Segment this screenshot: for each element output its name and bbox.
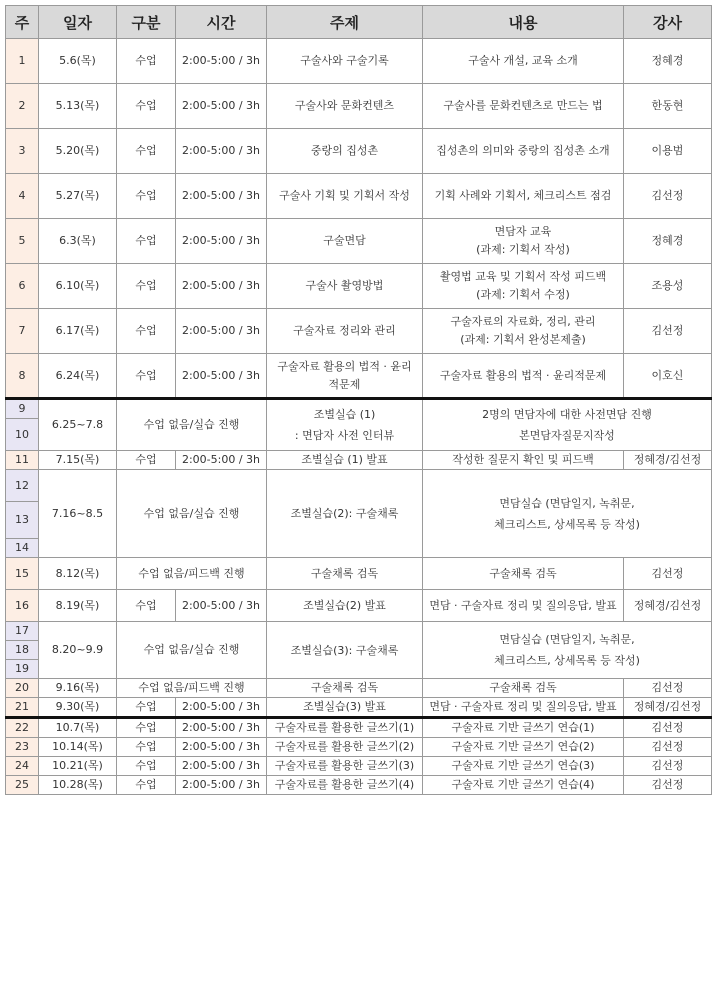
topic-cell [267,174,423,219]
teacher-cell: 김선정 [624,679,712,698]
topic-cell [267,264,423,309]
content-cell-line: 2명의 면담자에 대한 사전면담 진행 [482,408,652,421]
topic-cell-line: 구술사와 구술기록 [300,54,389,67]
time-cell: 2:00-5:00 / 3h [176,698,267,718]
header-teacher: 강사 [624,6,712,39]
time-cell: 2:00-5:00 / 3h [176,354,267,399]
content-cell-line: 구술자료 활용의 법적 · 윤리적문제 [439,368,607,382]
content-cell [423,219,624,264]
teacher-cell: 정혜경/김선정 [624,451,712,470]
topic-cell [267,309,423,354]
week-cell: 5 [6,219,39,264]
header-type: 구분 [117,6,176,39]
topic-cell [267,679,423,698]
week-cell: 10 [6,419,39,451]
type-cell: 수업 [117,698,176,718]
date-cell: 6.17(목) [39,309,117,354]
table-row [6,264,712,309]
topic-cell-line: 조별실습(2): 구술채록 [290,507,399,520]
topic-cell [267,718,423,738]
date-cell: 5.27(목) [39,174,117,219]
table-row [6,622,712,641]
date-cell: 8.12(목) [39,558,117,590]
content-cell-line: 구술채록 검독 [489,681,557,694]
topic-cell-line: 구술사 기획 및 기획서 작성 [279,189,410,202]
topic-cell [267,757,423,776]
teacher-cell: 김선정 [624,757,712,776]
teacher-cell: 조용성 [624,264,712,309]
table-row [6,129,712,174]
date-cell: 6.3(목) [39,219,117,264]
content-cell [423,738,624,757]
type-cell: 수업 [117,738,176,757]
week-cell: 16 [6,590,39,622]
date-cell: 7.16~8.5 [39,470,117,558]
teacher-cell: 정혜경 [624,39,712,84]
content-cell-line: 구술자료 기반 글쓰기 연습(2) [451,740,595,753]
content-cell-line: 구술사 개설, 교육 소개 [468,54,578,67]
date-cell: 10.21(목) [39,757,117,776]
table-row [6,451,712,470]
topic-cell [267,738,423,757]
time-cell: 2:00-5:00 / 3h [176,718,267,738]
week-cell: 12 [6,470,39,502]
table-row [6,718,712,738]
date-cell: 6.24(목) [39,354,117,399]
content-cell-line: 작성한 질문지 확인 및 피드백 [452,453,594,466]
content-cell-line: 면담실습 (면담일지, 녹취문, [499,633,635,646]
week-cell: 25 [6,776,39,795]
header-topic: 주제 [267,6,423,39]
topic-cell-line: 중랑의 집성촌 [310,144,379,157]
content-cell-line: (과제: 기획서 수정) [476,288,570,301]
table-row [6,776,712,795]
teacher-cell: 정혜경/김선정 [624,590,712,622]
time-cell: 2:00-5:00 / 3h [176,590,267,622]
teacher-cell: 김선정 [624,174,712,219]
time-cell: 2:00-5:00 / 3h [176,219,267,264]
week-cell: 6 [6,264,39,309]
teacher-cell: 한동현 [624,84,712,129]
type-cell: 수업 [117,757,176,776]
content-cell [423,757,624,776]
week-cell: 2 [6,84,39,129]
type-cell: 수업 [117,39,176,84]
content-cell-line: (과제: 기획서 작성) [476,243,570,256]
schedule-table [5,5,712,795]
time-cell: 2:00-5:00 / 3h [176,776,267,795]
week-cell: 22 [6,718,39,738]
date-cell: 6.25~7.8 [39,399,117,451]
header-content: 내용 [423,6,624,39]
week-cell: 18 [6,641,39,660]
header-time: 시간 [176,6,267,39]
content-cell [423,264,624,309]
content-cell [423,84,624,129]
week-cell: 1 [6,39,39,84]
topic-cell-line: 조별실습 (1) [313,408,376,421]
week-cell: 11 [6,451,39,470]
type-cell: 수업 [117,84,176,129]
topic-cell-line: 조별실습(2) 발표 [303,598,386,612]
content-cell [423,399,712,451]
week-cell: 15 [6,558,39,590]
type-cell: 수업 없음/실습 진행 [117,399,267,451]
time-cell: 2:00-5:00 / 3h [176,84,267,129]
time-cell: 2:00-5:00 / 3h [176,39,267,84]
type-cell: 수업 [117,451,176,470]
table-row [6,679,712,698]
type-cell: 수업 [117,264,176,309]
content-cell [423,718,624,738]
topic-cell-line: 구술자료를 활용한 글쓰기(1) [274,721,415,734]
topic-cell-line: 구술자료 정리와 관리 [293,324,396,337]
teacher-cell: 정혜경 [624,219,712,264]
header-week: 주 [6,6,39,39]
topic-cell [267,470,423,558]
content-cell [423,470,712,558]
content-cell-line: 면담실습 (면담일지, 녹취문, [499,496,635,510]
table-row [6,39,712,84]
type-cell: 수업 [117,219,176,264]
schedule-body [6,39,712,795]
content-cell-line: 면담 · 구술자료 정리 및 질의응답, 발표 [429,598,617,612]
topic-cell [267,129,423,174]
topic-cell-line: 구술사 촬영방법 [305,279,384,292]
content-cell-line: 면담자 교육 [494,225,552,238]
table-row [6,757,712,776]
content-cell [423,354,624,399]
topic-cell [267,451,423,470]
teacher-cell: 이용범 [624,129,712,174]
week-cell: 20 [6,679,39,698]
content-cell-line: (과제: 기획서 완성본제출) [460,333,586,346]
content-cell-line: 체크리스트, 상세목록 등 작성) [494,654,640,667]
teacher-cell: 김선정 [624,718,712,738]
topic-cell [267,354,423,399]
header-date: 일자 [39,6,117,39]
date-cell: 9.16(목) [39,679,117,698]
topic-cell-line: 적문제 [328,377,361,391]
type-cell: 수업 [117,718,176,738]
type-cell: 수업 [117,776,176,795]
content-cell-line: 체크리스트, 상세목록 등 작성) [494,517,640,531]
table-row [6,174,712,219]
topic-cell [267,558,423,590]
week-cell: 23 [6,738,39,757]
content-cell-line: 면담 · 구술자료 정리 및 질의응답, 발표 [429,700,617,713]
topic-cell-line: 구술사와 문화컨텐츠 [294,99,395,112]
week-cell: 4 [6,174,39,219]
topic-cell-line: 구술자료를 활용한 글쓰기(2) [274,740,415,753]
teacher-cell: 이호신 [624,354,712,399]
date-cell: 10.14(목) [39,738,117,757]
date-cell: 8.19(목) [39,590,117,622]
content-cell [423,698,624,718]
topic-cell-line: 구술자료 활용의 법적 · 윤리 [277,359,412,373]
week-cell: 7 [6,309,39,354]
topic-cell-line: 구술자료를 활용한 글쓰기(3) [274,759,415,772]
content-cell [423,129,624,174]
type-cell: 수업 [117,174,176,219]
date-cell: 10.7(목) [39,718,117,738]
topic-cell-line: 구술면담 [323,234,366,247]
week-cell: 13 [6,502,39,539]
time-cell: 2:00-5:00 / 3h [176,309,267,354]
date-cell: 7.15(목) [39,451,117,470]
week-cell: 17 [6,622,39,641]
date-cell: 5.13(목) [39,84,117,129]
time-cell: 2:00-5:00 / 3h [176,738,267,757]
content-cell-line: 기획 사례와 기획서, 체크리스트 점검 [434,189,612,202]
content-cell-line: 구술채록 검독 [489,566,557,580]
table-row [6,738,712,757]
week-cell: 24 [6,757,39,776]
content-cell [423,622,712,679]
topic-cell-line: 구술채록 검독 [310,681,379,694]
type-cell: 수업 [117,354,176,399]
type-cell: 수업 없음/피드백 진행 [117,679,267,698]
type-cell: 수업 없음/실습 진행 [117,470,267,558]
topic-cell [267,590,423,622]
week-cell: 3 [6,129,39,174]
content-cell [423,309,624,354]
date-cell: 5.6(목) [39,39,117,84]
topic-cell [267,399,423,451]
table-row [6,590,712,622]
table-row [6,470,712,502]
table-row [6,399,712,419]
schedule-container [5,5,712,795]
table-row [6,84,712,129]
topic-cell [267,698,423,718]
header-row [6,6,712,39]
time-cell: 2:00-5:00 / 3h [176,757,267,776]
topic-cell [267,219,423,264]
type-cell: 수업 [117,590,176,622]
topic-cell-line: 조별실습(3) 발표 [303,700,386,713]
time-cell: 2:00-5:00 / 3h [176,129,267,174]
topic-cell-line: 조별실습 (1) 발표 [301,453,388,466]
date-cell: 5.20(목) [39,129,117,174]
content-cell-line: 구술자료 기반 글쓰기 연습(3) [451,759,595,772]
week-cell: 14 [6,539,39,558]
time-cell: 2:00-5:00 / 3h [176,264,267,309]
content-cell-line: 구술자료 기반 글쓰기 연습(4) [451,778,595,791]
teacher-cell: 김선정 [624,309,712,354]
topic-cell [267,84,423,129]
content-cell [423,679,624,698]
content-cell [423,590,624,622]
table-row [6,698,712,718]
content-cell-line: 본면담자질문지작성 [519,429,615,442]
content-cell-line: 촬영법 교육 및 기획서 작성 피드백 [439,270,607,283]
teacher-cell: 김선정 [624,558,712,590]
teacher-cell: 정혜경/김선정 [624,698,712,718]
week-cell: 21 [6,698,39,718]
content-cell [423,776,624,795]
teacher-cell: 김선정 [624,738,712,757]
content-cell [423,39,624,84]
type-cell: 수업 [117,309,176,354]
type-cell: 수업 없음/실습 진행 [117,622,267,679]
table-row [6,219,712,264]
date-cell: 8.20~9.9 [39,622,117,679]
time-cell: 2:00-5:00 / 3h [176,174,267,219]
teacher-cell: 김선정 [624,776,712,795]
content-cell [423,558,624,590]
type-cell: 수업 없음/피드백 진행 [117,558,267,590]
topic-cell-line: 구술채록 검독 [310,566,379,580]
time-cell: 2:00-5:00 / 3h [176,451,267,470]
topic-cell [267,622,423,679]
week-cell: 9 [6,399,39,419]
type-cell: 수업 [117,129,176,174]
table-row [6,354,712,399]
content-cell-line: 집성촌의 의미와 중랑의 집성촌 소개 [436,144,610,157]
date-cell: 6.10(목) [39,264,117,309]
date-cell: 9.30(목) [39,698,117,718]
date-cell: 10.28(목) [39,776,117,795]
content-cell-line: 구술자료의 자료화, 정리, 관리 [450,315,596,328]
table-row [6,558,712,590]
content-cell [423,174,624,219]
topic-cell [267,39,423,84]
week-cell: 8 [6,354,39,399]
content-cell [423,451,624,470]
content-cell-line: 구술사를 문화컨텐츠로 만드는 법 [443,99,603,112]
content-cell-line: 구술자료 기반 글쓰기 연습(1) [451,721,595,734]
topic-cell-line: 조별실습(3): 구술채록 [290,643,399,657]
table-row [6,309,712,354]
topic-cell-line: 구술자료를 활용한 글쓰기(4) [274,778,415,791]
week-cell: 19 [6,660,39,679]
topic-cell-line: : 면담자 사전 인터뷰 [294,429,395,442]
topic-cell [267,776,423,795]
